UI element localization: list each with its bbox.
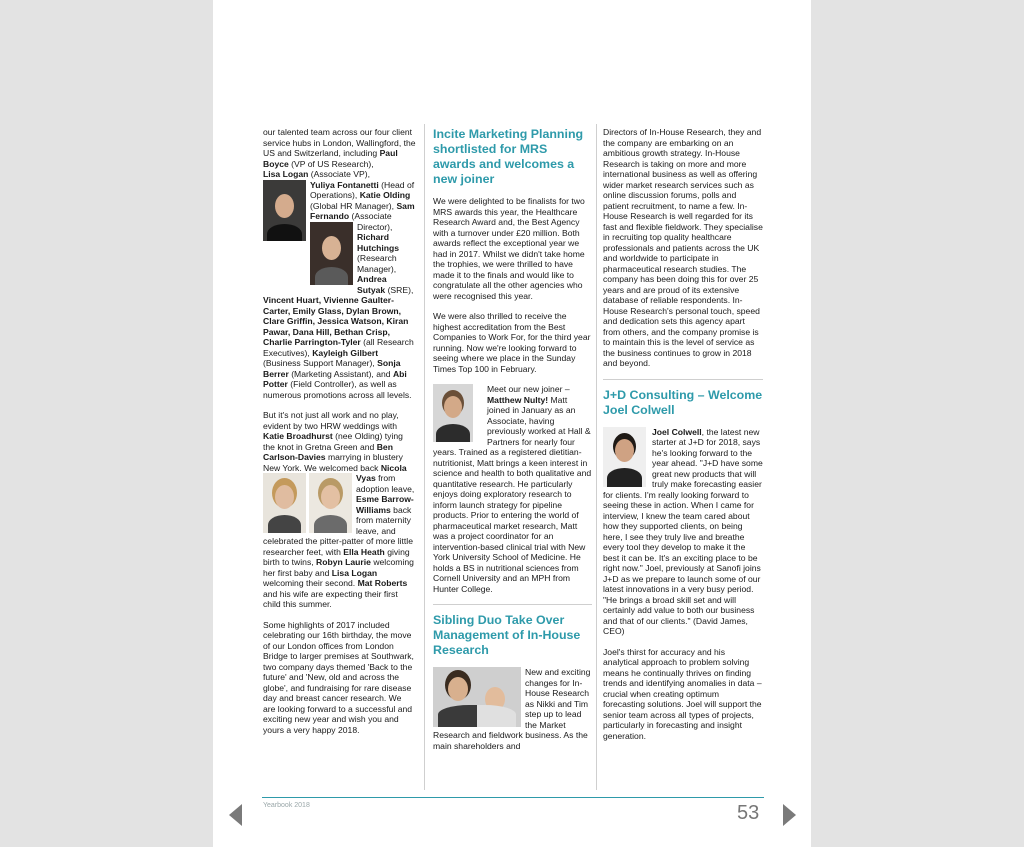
paragraph: Joel's thirst for accuracy and his analytical approach to problem solving means he continually thrives on finding trends and identifying anomalies in data – crucial when creating optimum forecasting solutions. Joel will support the senior team across all types of projects, particularly in forecasting and insight generation.	[603, 646, 762, 741]
paragraph: Some highlights of 2017 included celebrating our 16th birthday, the move of our London offices from London Bridge to larger premises at Southwark, two company days themed 'Back to the future' and 'New, old and across the globe', and fundraising for rare disease day and breast cancer research. We are looking forward to a successful and exciting new year and wish you and yours a very happy 2018.	[263, 619, 414, 735]
footer-label: Yearbook 2018	[263, 802, 310, 809]
staff-photo	[263, 473, 306, 533]
paragraph: We were also thrilled to receive the highest accreditation from the Best Companies to Work For, for the third year running. Now we're looking forward to seeing where we place in the Sunday Times Top 100 in February.	[433, 311, 591, 374]
column-3	[603, 127, 763, 751]
page-number: 53	[737, 802, 760, 824]
footer-rule	[262, 797, 764, 798]
column-1	[263, 127, 416, 745]
column-divider	[424, 124, 425, 790]
document-page	[213, 0, 811, 847]
paragraph: Meet our new joiner – Matthew Nulty! Matt joined in January as an Associate, having previously worked at Hall & Partners for nearly four years. Trained as a registered dietitian-nutritionist, Matt brings a keen interest in science and health to both qualitative and quantitative research. He particularly enjoys doing exploratory research to inform launch strategy for pipeline products. Prior to entering the world of pharmaceutical market research, Matt was a project coordinator for an intervention-based clinical trial with New York University School of Medicine. He holds a BS in nutritional sciences from Cornell University and an MPH from Hunter College.	[433, 384, 592, 594]
paragraph: our talented team across our four client service hubs in London, Wallingford, the US and Switzerland, including Paul Boyce (VP of US Research), Lisa Logan (Associate VP), Yuliya Fontanetti (Head of Operations), Katie Olding (Global HR Manager), Sam Fernando (Associate Director), Richard Hutchings (Research Manager), Andrea Sutyak (SRE), Vincent Huart, Vivienne Gaulter-Carter, Emily Glass, Dylan Brown, Clare Griffin, Jessica Watson, Kiran Pawar, Dana Hill, Bethan Crisp, Charlie Parrington-Tyler (all Research Executives), Kayleigh Gilbert (Business Support Manager), Sonja Berrer (Marketing Assistant), and Abi Potter (Field Controller), as well as numerous promotions across all levels.	[263, 127, 416, 400]
paragraph: But it's not just all work and no play, evident by two HRW weddings with Katie Broadhurst (nee Olding) tying the knot in Gretna Green and Ben Carlson-Davies marrying in blustery New York. We welcomed back Nicola Vyas from adoption leave, Esme Barrow-Williams back from maternity leave, and celebrated the pitter-patter of more little researcher feet, with Ella Heath giving birth to twins, Robyn Laurie welcoming her first baby and Lisa Logan welcoming their second. Mat Roberts and his wife are expecting their first child this summer.	[263, 410, 415, 609]
column-2	[433, 127, 592, 761]
staff-photo	[263, 180, 306, 241]
column-divider	[596, 124, 597, 790]
paragraph: New and exciting changes for In-House Research as Nikki and Tim step up to lead the Market Research and fieldwork business. As the main shareholders and	[433, 667, 591, 751]
paragraph: Directors of In-House Research, they and the company are embarking on an ambitious growth strategy. In-House Research is taking on more and more international business as well as offering wider market research services such as online discussion forums, polls and patient recruitment, to name a few. In-House Research is well regarded for its fast and flexible fieldwork. They specialise in recruiting top quality healthcare professionals and patients across the UK and worldwide to participate in pharmaceutical research studies. The company has been doing this for over 25 years and are proud of its extensive database of reliable respondents. In-House Research's personal touch, speed and dedication sets this agency apart from others, and the company promise is to maintain this is the level of service as the business continues to grow in 2018 and beyond.	[603, 127, 763, 368]
paragraph: We were delighted to be finalists for two MRS awards this year, the Healthcare Research Award and, the Best Agency with a turnover under £20 million. Both awards reflect the exceptional year we had in 2017. Whilst we didn't take home the trophies, we were thrilled to have made it to the finals and would like to congratulate all the other agencies who were recognised this year.	[433, 196, 585, 301]
article-heading: J+D Consulting – Welcome Joel Colwell	[603, 387, 763, 417]
section-divider	[433, 604, 592, 605]
section-divider	[603, 379, 763, 380]
staff-photo	[310, 222, 353, 285]
article-heading: Sibling Duo Take Over Management of In-House Research	[433, 613, 581, 657]
staff-photo	[433, 384, 473, 442]
staff-photo	[433, 667, 521, 727]
staff-photo	[309, 473, 352, 533]
staff-photo	[603, 427, 646, 487]
next-page-arrow-icon[interactable]	[783, 804, 796, 826]
previous-page-arrow-icon[interactable]	[229, 804, 242, 826]
paragraph: Joel Colwell, the latest new starter at J+D for 2018, says he's looking forward to the year ahead. "J+D have some great new products that will truly make forecasting easier for clients. I'm really looking forward to seeing these in action. When I came for interview, I knew the team cared about how they supported clients, on being here, I see they truly live and breathe every tool they develop to make it the best it can be. It's an exciting place to be right now." Joel, previously at Sanofi joins J+D as we prepare to launch some of our latest innovations in a very busy period. "He brings a broad skill set and will certainly add value to both our business and that of our clients." (David James, CEO)	[603, 426, 763, 636]
article-heading: Incite Marketing Planning shortlisted for MRS awards and welcomes a new joiner	[433, 127, 584, 186]
